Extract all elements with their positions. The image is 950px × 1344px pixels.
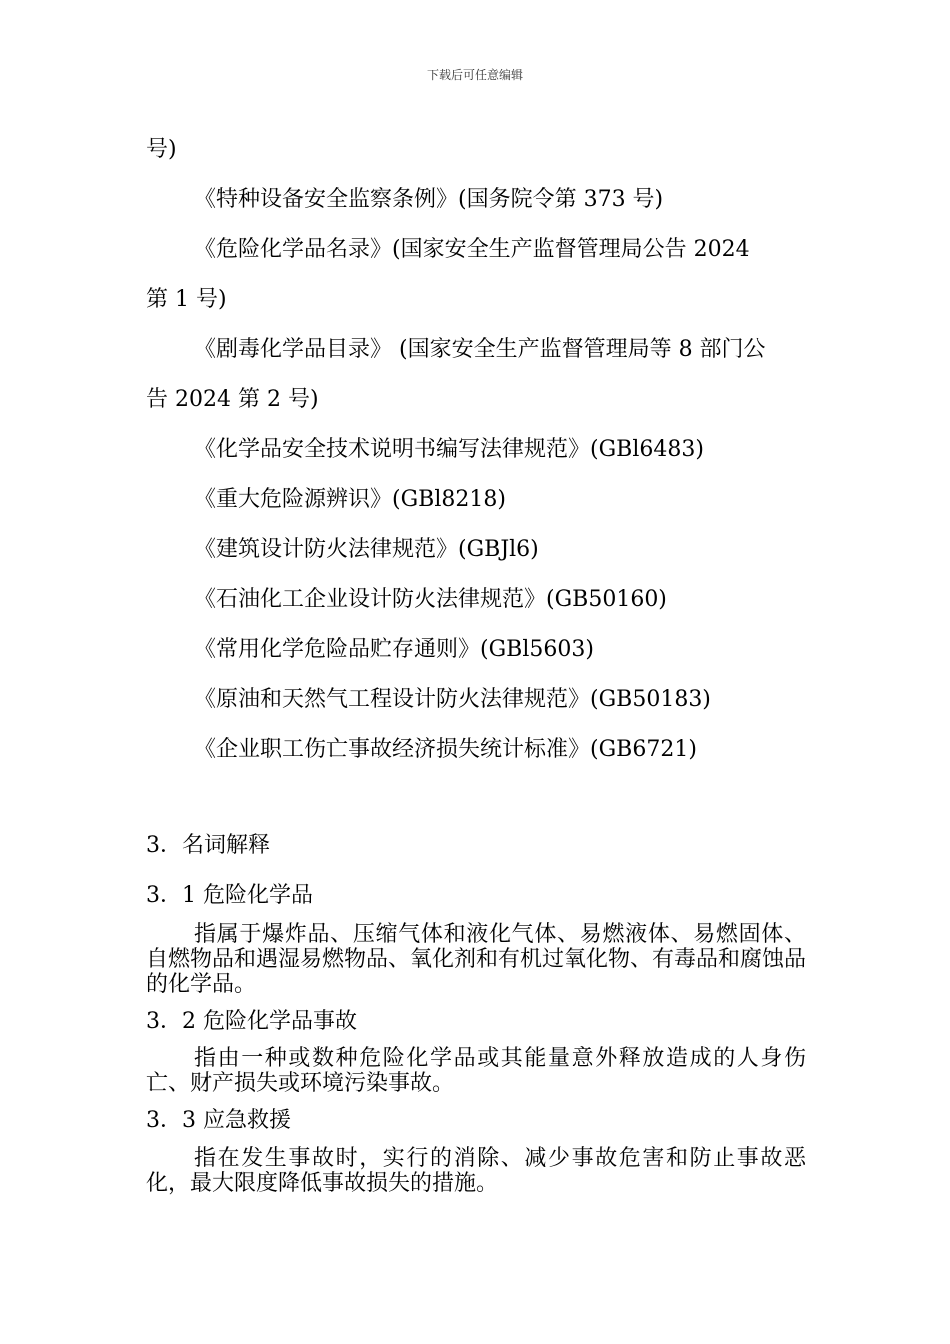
ref-line: 《常用化学危险品贮存通则》(GBl5603): [194, 637, 594, 662]
ref-line: 《石油化工企业设计防火法律规范》(GB50160): [194, 587, 667, 612]
ref-line: 《特种设备安全监察条例》(国务院令第 373 号): [194, 187, 664, 212]
ref-line: 《化学品安全技术说明书编写法律规范》(GBl6483): [194, 437, 704, 462]
ref-line: 号): [146, 137, 177, 162]
ref-line: 《剧毒化学品目录》 (国家安全生产监督管理局等 8 部门公: [194, 337, 766, 362]
page-header: 下载后可任意编辑: [426, 68, 523, 82]
term-definition: 指在发生事故时，实行的消除、减少事故危害和防止事故恶化，最大限度降低事故损失的措施。: [146, 1146, 806, 1196]
ref-line: 第 1 号): [146, 287, 227, 312]
ref-line: 《危险化学品名录》(国家安全生产监督管理局公告 2024: [194, 237, 750, 262]
ref-line: 告 2024 第 2 号): [146, 387, 319, 412]
ref-line: 《企业职工伤亡事故经济损失统计标准》(GB6721): [194, 737, 697, 762]
term-heading: 3．3 应急救援: [146, 1108, 291, 1133]
term-definition: 指由一种或数种危险化学品或其能量意外释放造成的人身伤亡、财产损失或环境污染事故。: [146, 1046, 806, 1096]
ref-line: 《建筑设计防火法律规范》(GBJl6): [194, 537, 539, 562]
term-definition: 指属于爆炸品、压缩气体和液化气体、易燃液体、易燃固体、自燃物品和遇湿易燃物品、氧化剂和有机过氧化物、有毒品和腐蚀品的化学品。: [146, 922, 807, 997]
section-title: 3．名词解释: [146, 833, 270, 858]
ref-line: 《重大危险源辨识》(GBl8218): [194, 487, 506, 512]
term-heading: 3．2 危险化学品事故: [146, 1009, 357, 1034]
term-heading: 3．1 危险化学品: [146, 883, 313, 908]
ref-line: 《原油和天然气工程设计防火法律规范》(GB50183): [194, 687, 711, 712]
